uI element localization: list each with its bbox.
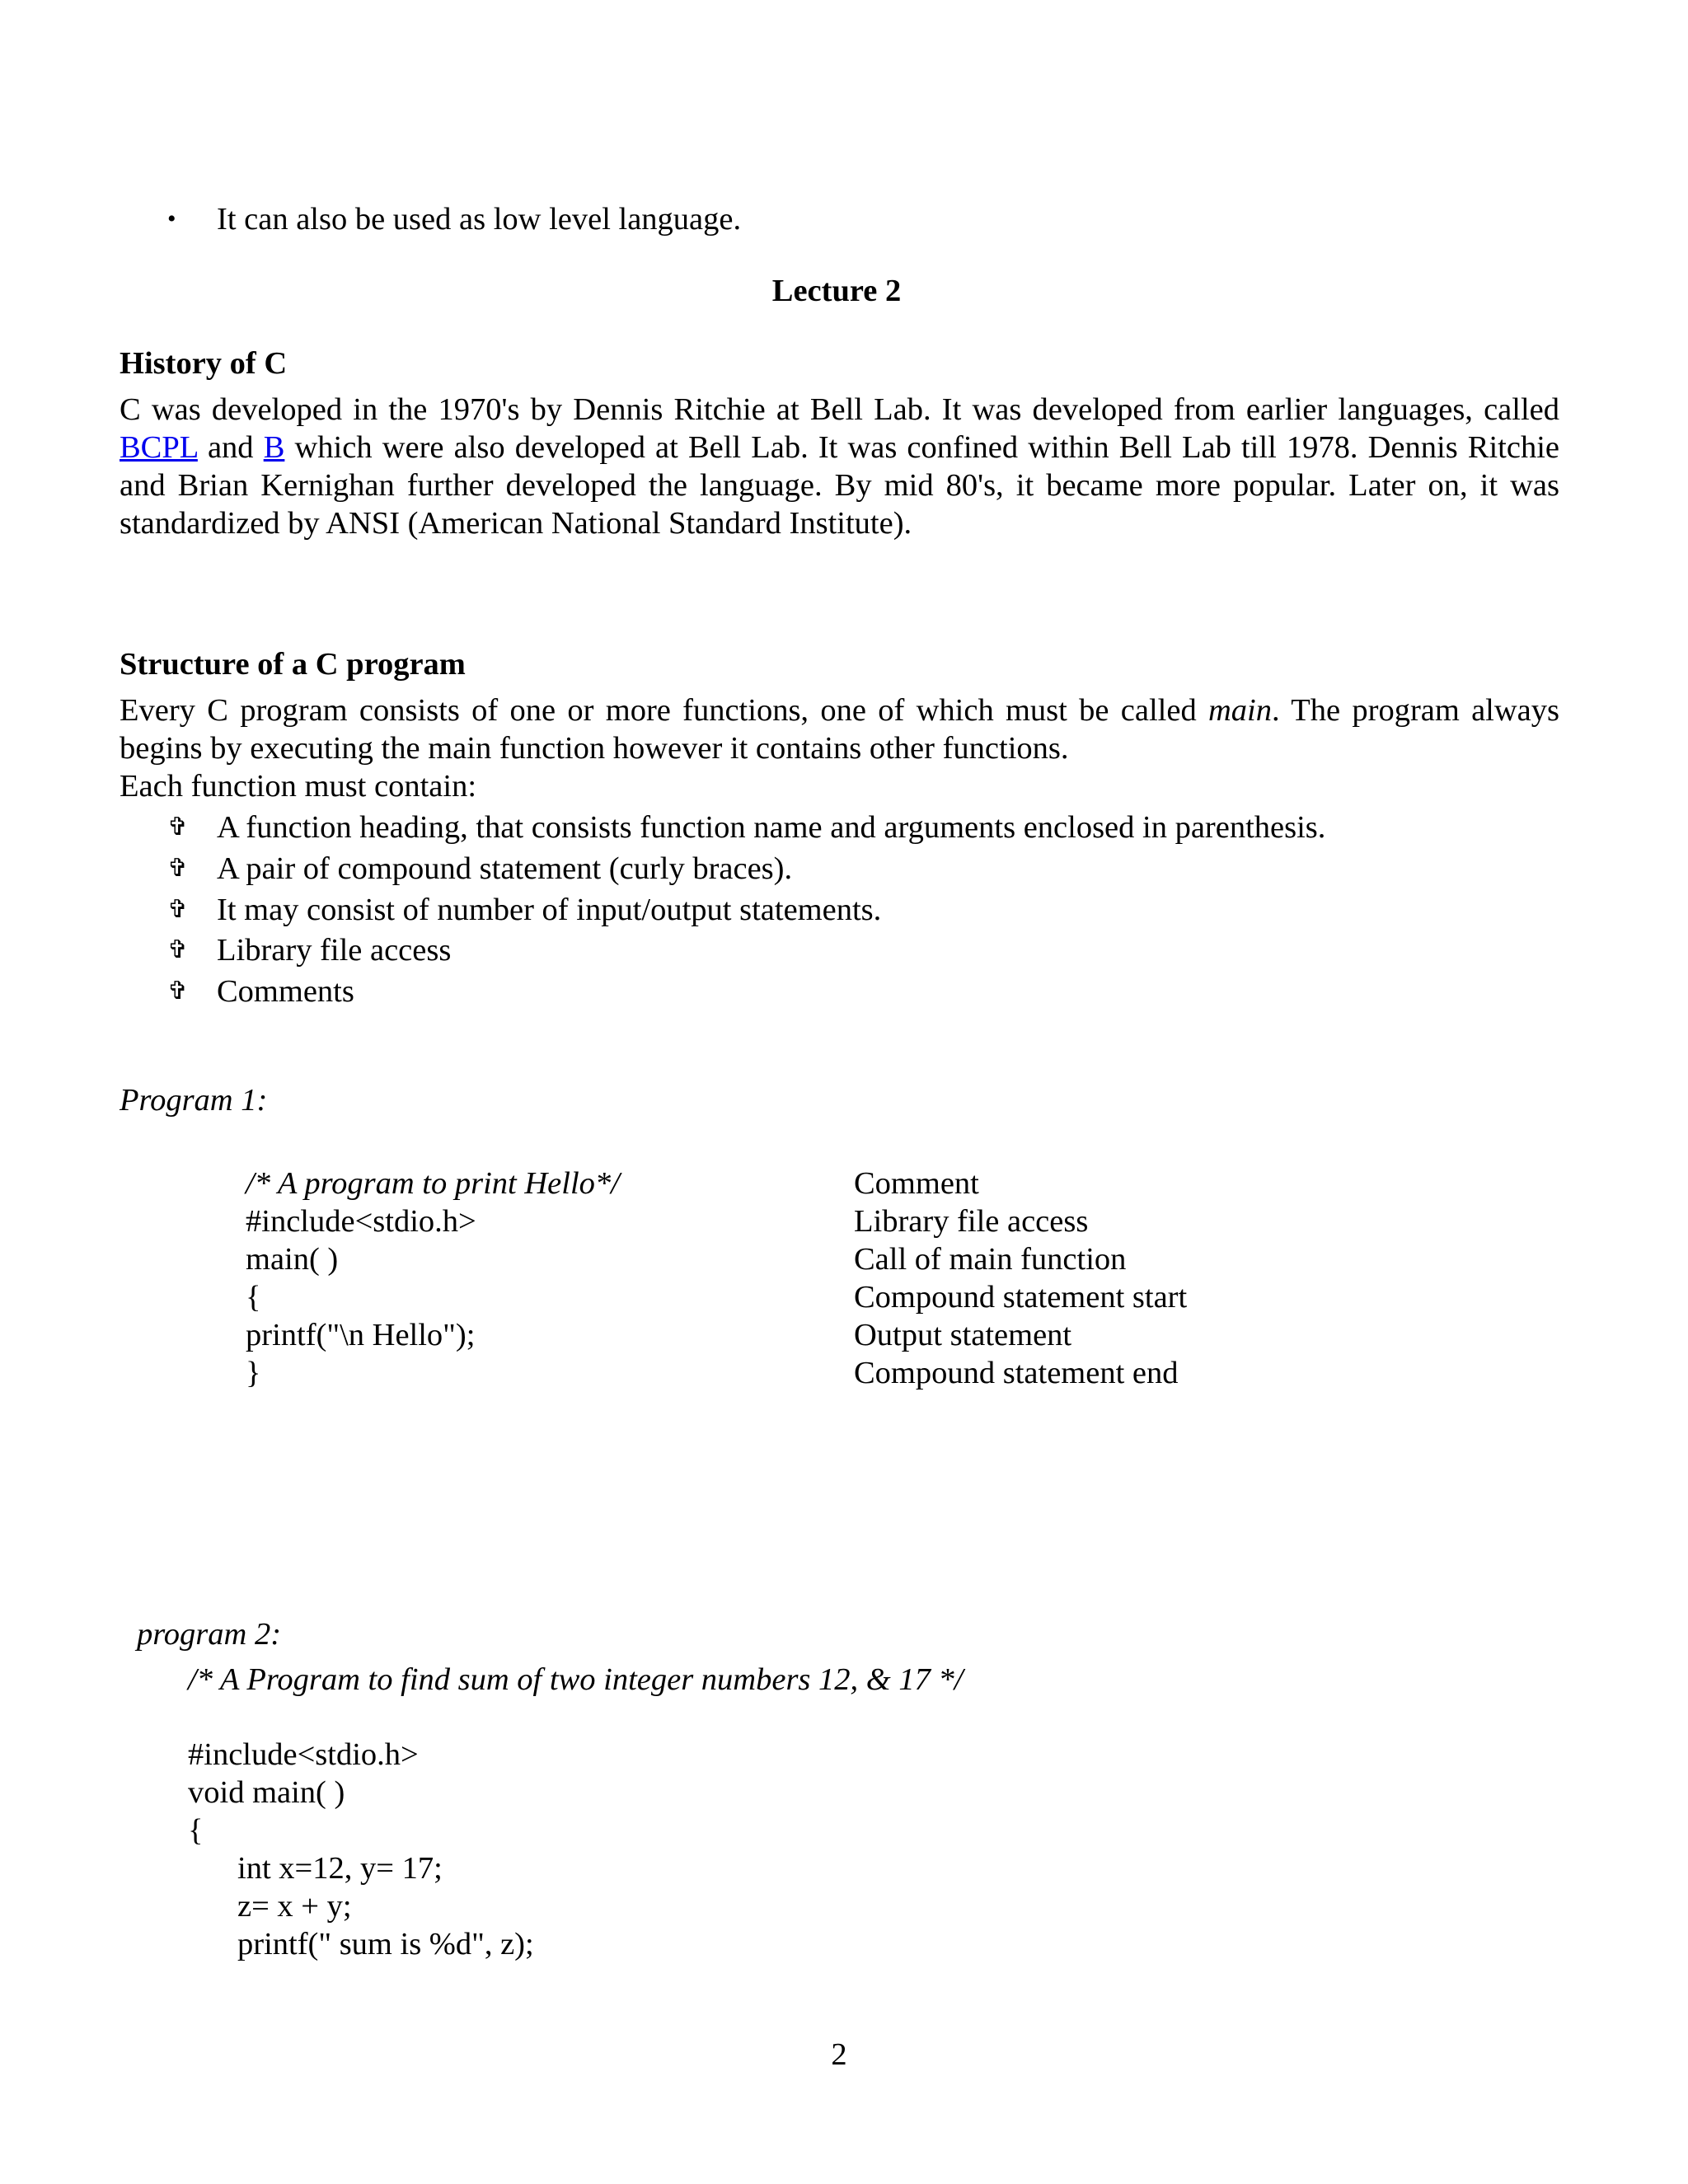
program2-code-line: z= x + y; — [237, 1889, 352, 1924]
lecture-title: Lecture 2 — [771, 274, 902, 308]
list-item: A pair of compound statement (curly braces). — [217, 851, 793, 886]
program1-note: Library file access — [854, 1204, 1089, 1239]
bullet-marker: • — [167, 205, 176, 232]
program1-note: Compound statement start — [854, 1280, 1188, 1315]
cross-bullet-icon: ✞ — [167, 895, 189, 924]
program1-code-line: printf("\n Hello"); — [246, 1318, 476, 1352]
program1-label: Program 1: — [120, 1083, 268, 1118]
program2-comment: /* A Program to find sum of two integer numbers 12, & 17 */ — [188, 1662, 964, 1697]
program2-label: program 2: — [137, 1617, 282, 1652]
list-item: Library file access — [217, 933, 452, 968]
list-item: A function heading, that consists function name and arguments enclosed in parenthesis. — [217, 810, 1326, 845]
program2-code-line: printf(" sum is %d", z); — [237, 1927, 534, 1961]
list-item: It may consist of number of input/output statements. — [217, 893, 882, 927]
program1-code-line: main( ) — [246, 1242, 339, 1277]
program1-note: Comment — [854, 1166, 979, 1201]
structure-heading: Structure of a C program — [120, 647, 466, 682]
structure-text-1: Every C program consists of one or more functions, one of which must be called — [120, 693, 1208, 728]
program1-code-line: } — [246, 1356, 261, 1390]
cross-bullet-icon: ✞ — [167, 977, 189, 1005]
program1-code-line: /* A program to print Hello*/ — [246, 1166, 620, 1201]
structure-text-2: . The program always begins by executing the main function however it contains other functions. — [120, 693, 1560, 766]
history-paragraph — [120, 391, 1559, 542]
program1-note: Output statement — [854, 1318, 1072, 1352]
cross-bullet-icon: ✞ — [167, 854, 189, 883]
history-text-and: and — [197, 430, 264, 465]
program1-code-line: #include<stdio.h> — [246, 1204, 476, 1239]
each-function-text: Each function must contain: — [120, 769, 477, 804]
cross-bullet-icon: ✞ — [167, 935, 189, 964]
b-link[interactable]: B — [263, 430, 285, 465]
cross-bullet-icon: ✞ — [167, 813, 189, 841]
main-emphasis: main — [1208, 693, 1272, 728]
bcpl-link[interactable]: BCPL — [120, 430, 198, 465]
program2-code-line: #include<stdio.h> — [188, 1737, 419, 1772]
list-item: Comments — [217, 974, 354, 1009]
page-number: 2 — [831, 2037, 847, 2072]
program2-code-line: void main( ) — [188, 1775, 345, 1810]
history-heading: History of C — [120, 346, 288, 381]
program2-code-line: int x=12, y= 17; — [237, 1851, 443, 1886]
structure-paragraph — [120, 691, 1559, 767]
bullet-text: It can also be used as low level language. — [217, 202, 742, 237]
program1-note: Compound statement end — [854, 1356, 1179, 1390]
history-text-2: which were also developed at Bell Lab. It was confined within Bell Lab till 1978. Dennis Ritchie and Brian Kernighan further developed the language. By mid 80's, it became more popular. Later on, it was standardized by ANSI (American National Standard Institute). — [120, 430, 1560, 541]
program1-code-line: { — [246, 1280, 261, 1315]
program2-code-line: { — [188, 1813, 204, 1848]
history-text-1: C was developed in the 1970's by Dennis Ritchie at Bell Lab. It was developed from earlier languages, called — [120, 392, 1559, 427]
program1-note: Call of main function — [854, 1242, 1127, 1277]
